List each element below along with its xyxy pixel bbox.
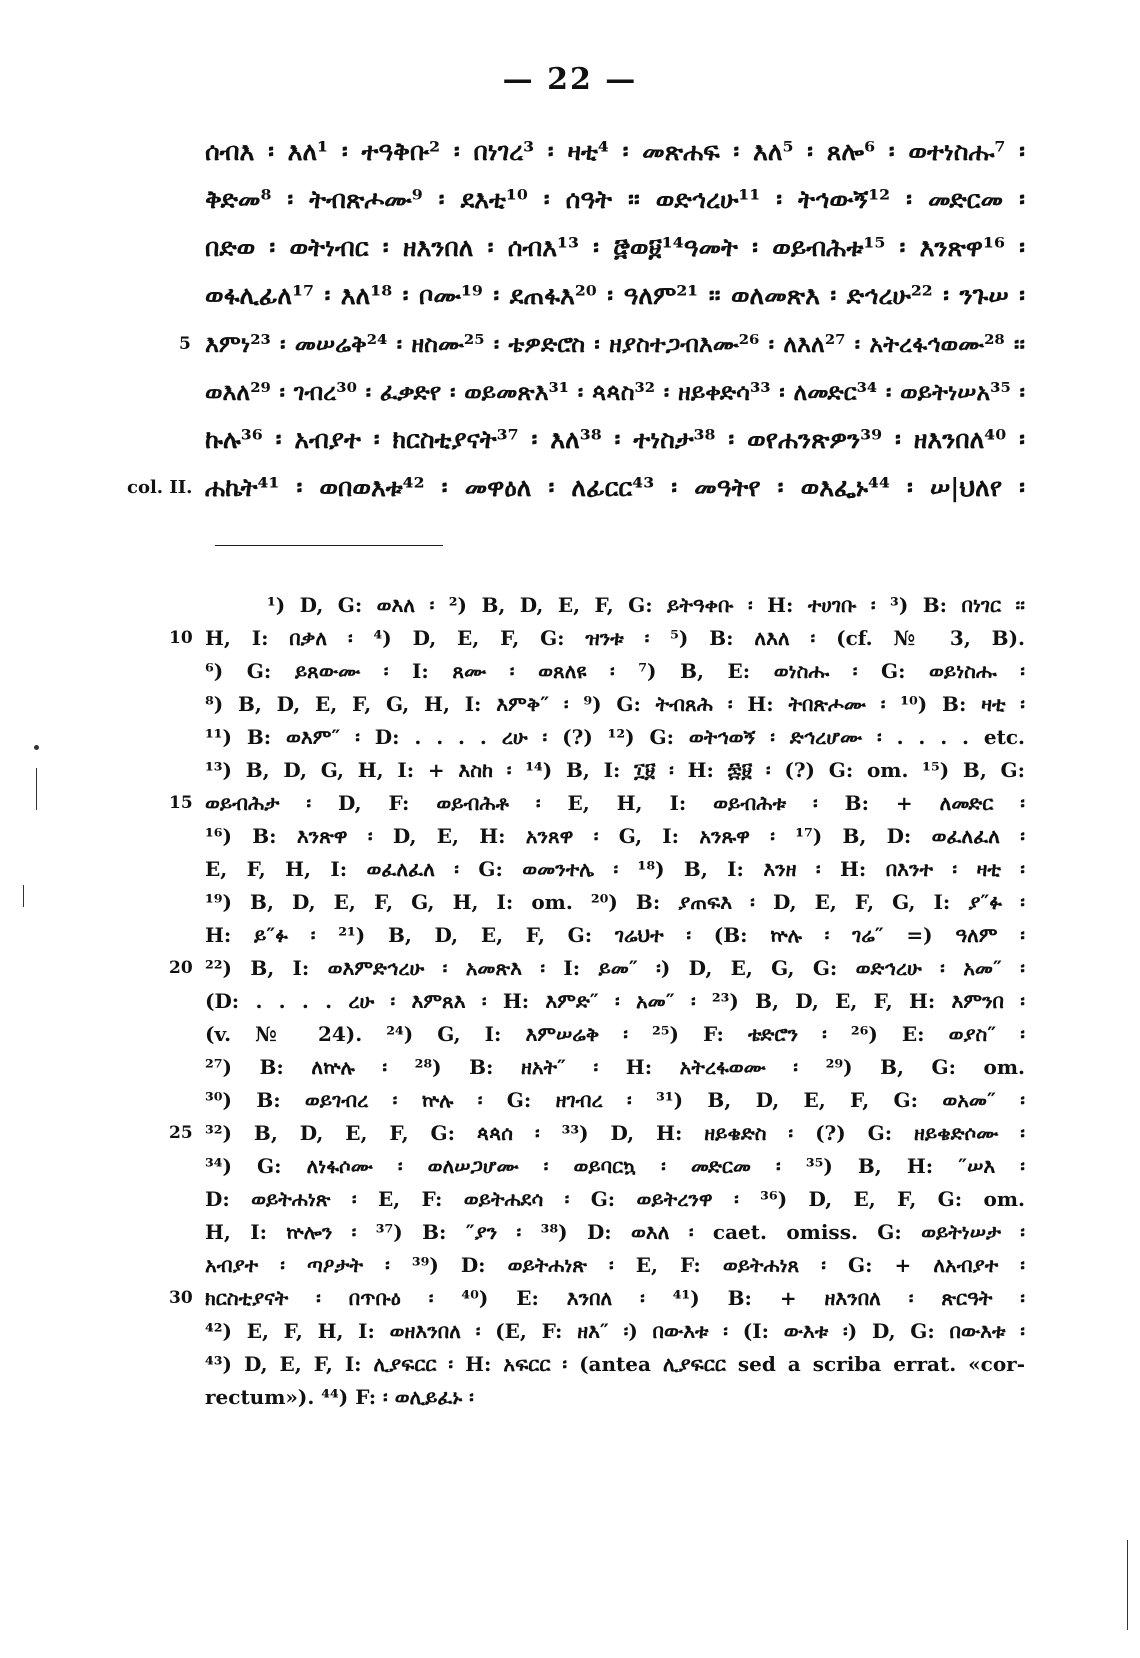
footnote-line	[169, 1283, 1025, 1316]
footnote-line	[205, 1382, 1025, 1415]
footnote-text: rectum»). ⁴⁴) F: ፡ ወሊይፈኑ ፡	[205, 1385, 474, 1409]
page-number: — 22 —	[502, 62, 638, 97]
text-line	[205, 226, 1025, 274]
footnote-line	[205, 1151, 1025, 1184]
footnote-line	[205, 1085, 1025, 1118]
footnote-line	[205, 689, 1025, 722]
footnote-text: ³²) B, D, E, F, G: ጳጳሰ ፡ ³³) D, H: ዘይቄድስ ፡ (?) G: ዘይቄድሶሙ ፡	[205, 1121, 1025, 1145]
text-line	[205, 418, 1025, 466]
footnote-text: ⁴²) E, F, H, I: ወዘእንበለ ፡ (E, F: ዘእ″ ፡) በውእቱ ፡ (I: ውእቱ ፡) D, G: በውእቱ ፡	[205, 1319, 1025, 1343]
footnote-text: E, F, H, I: ወፈለፈለ ፡ G: ወመንተሌ ፡ ¹⁸) B, I: እንዘ ፡ H: በእንተ ፡ ዛቲ ፡	[205, 857, 1026, 881]
footnote-text: ²⁷) B: ለኵሉ ፡ ²⁸) B: ዘአት″ ፡ H: አትረፋወሙ ፡ ²⁹) B, G: om.	[205, 1055, 1025, 1079]
footnote-divider	[215, 545, 443, 546]
footnote-line	[205, 1250, 1025, 1283]
footnote-line	[205, 821, 1025, 854]
line-text: በድወ ፡ ወትነብር ፡ ዘእንበለ ፡ ሰብእ¹³ ፡ ፸ወ፱¹⁴ዓመት ፡ ወይብሕቱ¹⁵ ፡ እንጽዋ¹⁶ ፡	[205, 233, 1025, 262]
footnote-text: (v. № 24). ²⁴) G, I: እምሠሬቅ ፡ ²⁵) F: ቴድሮን ፡ ²⁶) E: ወያስ″ ፡	[205, 1022, 1025, 1046]
footnote-text: (D: . . . . ረሁ ፡ እምጸእ ፡ H: እምድ″ ፡ አመ″ ፡ ²³) B, D, E, F, H: እምንበ ፡	[205, 989, 1025, 1013]
line-number: 5	[179, 334, 191, 354]
text-line	[205, 370, 1025, 418]
line-number: 15	[169, 793, 193, 813]
line-text: ቅድመ⁸ ፡ ትብጽሖሙ⁹ ፡ ደእቲ¹⁰ ፡ ሰዓት ፡፡ ወድኅረሁ¹¹ ፡ ትኅውኝ¹² ፡ መድርመ ፡	[205, 185, 1025, 214]
footnote-text: ክርስቲያናት ፡ በጥቡዕ ፡ ⁴⁰) E: እንበለ ፡ ⁴¹) B: + ዘእንበለ ፡ ጽርዓት ፡	[205, 1286, 1025, 1310]
footnote-text: ⁴³) D, E, F, I: ሊያፍርር ፡ H: አፍርር ፡ (antea ሊያፍርር sed a scriba errat. «cor-	[205, 1352, 1025, 1376]
line-text: እምነ²³ ፡ መሠሬቅ²⁴ ፡ ዘስሙ²⁵ ፡ ቴዎድሮስ ፡ ዘያስተጋብእሙ²⁶ ፡ ለእለ²⁷ ፡ አትረፋኅወሙ²⁸ ፡፡	[205, 330, 1025, 358]
footnote-text: H: ይ″ፉ ፡ ²¹) B, D, E, F, G: ገሬህተ ፡ (B: ኵሉ ፡ ገሬ″ =) ዓለም ፡	[205, 923, 1025, 947]
line-number: 10	[169, 628, 193, 648]
text-line	[179, 322, 1025, 370]
footnote-line	[169, 623, 1025, 656]
footnotes-block	[169, 590, 1026, 1415]
footnote-text: H, I: በቃለ ፡ ⁴) D, E, F, G: ዝንቱ ፡ ⁵) B: ለእለ ፡ (cf. № 3, B).	[205, 626, 1025, 650]
text-line	[127, 466, 1025, 514]
footnote-text: H, I: ኵሎን ፡ ³⁷) B: ″ያን ፡ ³⁸) D: ወእለ ፡ caet. omiss. G: ወይትነሠታ ፡	[205, 1220, 1025, 1244]
line-number: 20	[169, 958, 193, 978]
margin-mark	[1127, 1540, 1128, 1630]
main-text-block	[127, 130, 1025, 514]
text-line	[205, 274, 1025, 322]
line-text: ወፋሊፊለ¹⁷ ፡ እለ¹⁸ ፡ ቦሙ¹⁹ ፡ ደጠፋእ²⁰ ፡ ዓለም²¹ ፡፡ ወለመጽእ ፡ ድኅረሁ²² ፡ ንጉሠ ፡	[205, 281, 1025, 310]
line-text: ሐኬት⁴¹ ፡ ወበወእቱ⁴² ፡ መዋዕለ ፡ ለፊርር⁴³ ፡ መዓትየ ፡ ወእፌኑ⁴⁴ ፡ ሠ|ህለየ ፡	[205, 473, 1025, 502]
footnote-line	[205, 887, 1025, 920]
margin-mark	[34, 745, 39, 750]
footnote-line	[205, 1019, 1025, 1052]
footnote-text: ⁶) G: ይጸውሙ ፡ I: ጸሙ ፡ ወጸለዩ ፡ ⁷) B, E: ወነስሑ ፡ G: ወይነስሑ ፡	[205, 659, 1025, 683]
footnote-line	[205, 1349, 1025, 1382]
column-marker: col. II.	[127, 477, 193, 498]
footnote-line	[205, 1217, 1025, 1250]
footnote-text: ¹⁹) B, D, E, F, G, H, I: om. ²⁰) B: ያጠፍእ ፡ D, E, F, G, I: ያ″ፉ ፡	[205, 890, 1025, 914]
footnote-line	[205, 590, 1025, 623]
line-number: 30	[169, 1288, 193, 1308]
footnote-line	[205, 920, 1025, 953]
footnote-line	[169, 953, 1025, 986]
footnote-text: ¹) D, G: ወእለ ፡ ²) B, D, E, F, G: ይትዓቀቡ ፡ H: ተሀገቡ ፡ ³) B: በነገር ፡፡	[267, 593, 1025, 617]
line-number: 25	[169, 1123, 193, 1143]
footnote-text: አብያተ ፡ ጣዖታት ፡ ³⁹) D: ወይትሐነጽ ፡ E, F: ወይትሐነጸ ፡ G: + ለአብያተ ፡	[205, 1253, 1025, 1277]
footnote-text: D: ወይትሐነጽ ፡ E, F: ወይትሐደሳ ፡ G: ወይትረንዋ ፡ ³⁶) D, E, F, G: om.	[205, 1187, 1025, 1211]
footnote-line	[205, 1184, 1025, 1217]
footnote-text: ⁸) B, D, E, F, G, H, I: እምቅ″ ፡ ⁹) G: ትብጸሕ ፡ H: ትበጽሖሙ ፡ ¹⁰) B: ዛቲ ፡	[205, 692, 1025, 716]
line-text: ሰብእ ፡ እለ¹ ፡ ተዓቅቡ² ፡ በነገረ³ ፡ ዛቲ⁴ ፡ መጽሐፍ ፡ እለ⁵ ፡ ጸሎ⁶ ፡ ወተነስሑ⁷ ፡	[205, 137, 1025, 166]
footnote-line	[205, 854, 1025, 887]
line-text: ወእለ²⁹ ፡ ገብረ³⁰ ፡ ፈቃድየ ፡ ወይመጽእ³¹ ፡ ጳጳስ³² ፡ ዘይቀድሳ³³ ፡ ለመድር³⁴ ፡ ወይትነሠአ³⁵ ፡	[205, 378, 1025, 406]
text-line	[205, 130, 1025, 178]
footnote-text: ³⁴) G: ለነፋሶሙ ፡ ወለሠጋሆሙ ፡ ወይባርኳ ፡ መድርመ ፡ ³⁵) B, H: ″ሠእ ፡	[205, 1154, 1025, 1178]
line-text: ኩሉ³⁶ ፡ አብያተ ፡ ክርስቲያናት³⁷ ፡ እለ³⁸ ፡ ተነስታ³⁸ ፡ ወየሐንጽዎን³⁹ ፡ ዘእንበለ⁴⁰ ፡	[205, 425, 1025, 454]
footnote-text: ¹³) B, D, G, H, I: + እስከ ፡ ¹⁴) B, I: ፲፱ ፡ H: ፷፱ ፡ (?) G: om. ¹⁵) B, G:	[205, 758, 1025, 782]
text-line	[205, 178, 1025, 226]
footnote-text: ወይብሕታ ፡ D, F: ወይብሕቶ ፡ E, H, I: ወይብሕቱ ፡ B: + ለመድር ፡	[205, 791, 1025, 815]
margin-mark	[23, 885, 24, 907]
footnote-line	[169, 1118, 1025, 1151]
footnote-line	[205, 755, 1025, 788]
footnote-text: ¹¹) B: ወእም″ ፡ D: . . . . ረሁ ፡ (?) ¹²) G: ወትኅወኝ ፡ ድኅረሆሙ ፡ . . . . etc.	[205, 725, 1025, 749]
footnote-line	[169, 788, 1025, 821]
footnote-text: ³⁰) B: ወይገብረ ፡ ኵሉ ፡ G: ዘገብረ ፡ ³¹) B, D, E, F, G: ወአመ″ ፡	[205, 1088, 1025, 1112]
footnote-line	[205, 1052, 1025, 1085]
margin-mark	[36, 768, 37, 810]
footnote-line	[205, 656, 1025, 689]
footnote-text: ²²) B, I: ወእምድኅረሁ ፡ አመጽእ ፡ I: ይመ″ ፡) D, E, G, G: ወድኅረሁ ፡ አመ″ ፡	[205, 956, 1025, 980]
footnote-line	[205, 1316, 1025, 1349]
footnote-line	[205, 986, 1025, 1019]
footnote-line	[205, 722, 1025, 755]
footnote-text: ¹⁶) B: እንጽዋ ፡ D, E, H: አንጸዋ ፡ G, I: አንጹዋ ፡ ¹⁷) B, D: ወፈለፈለ ፡	[205, 824, 1025, 848]
